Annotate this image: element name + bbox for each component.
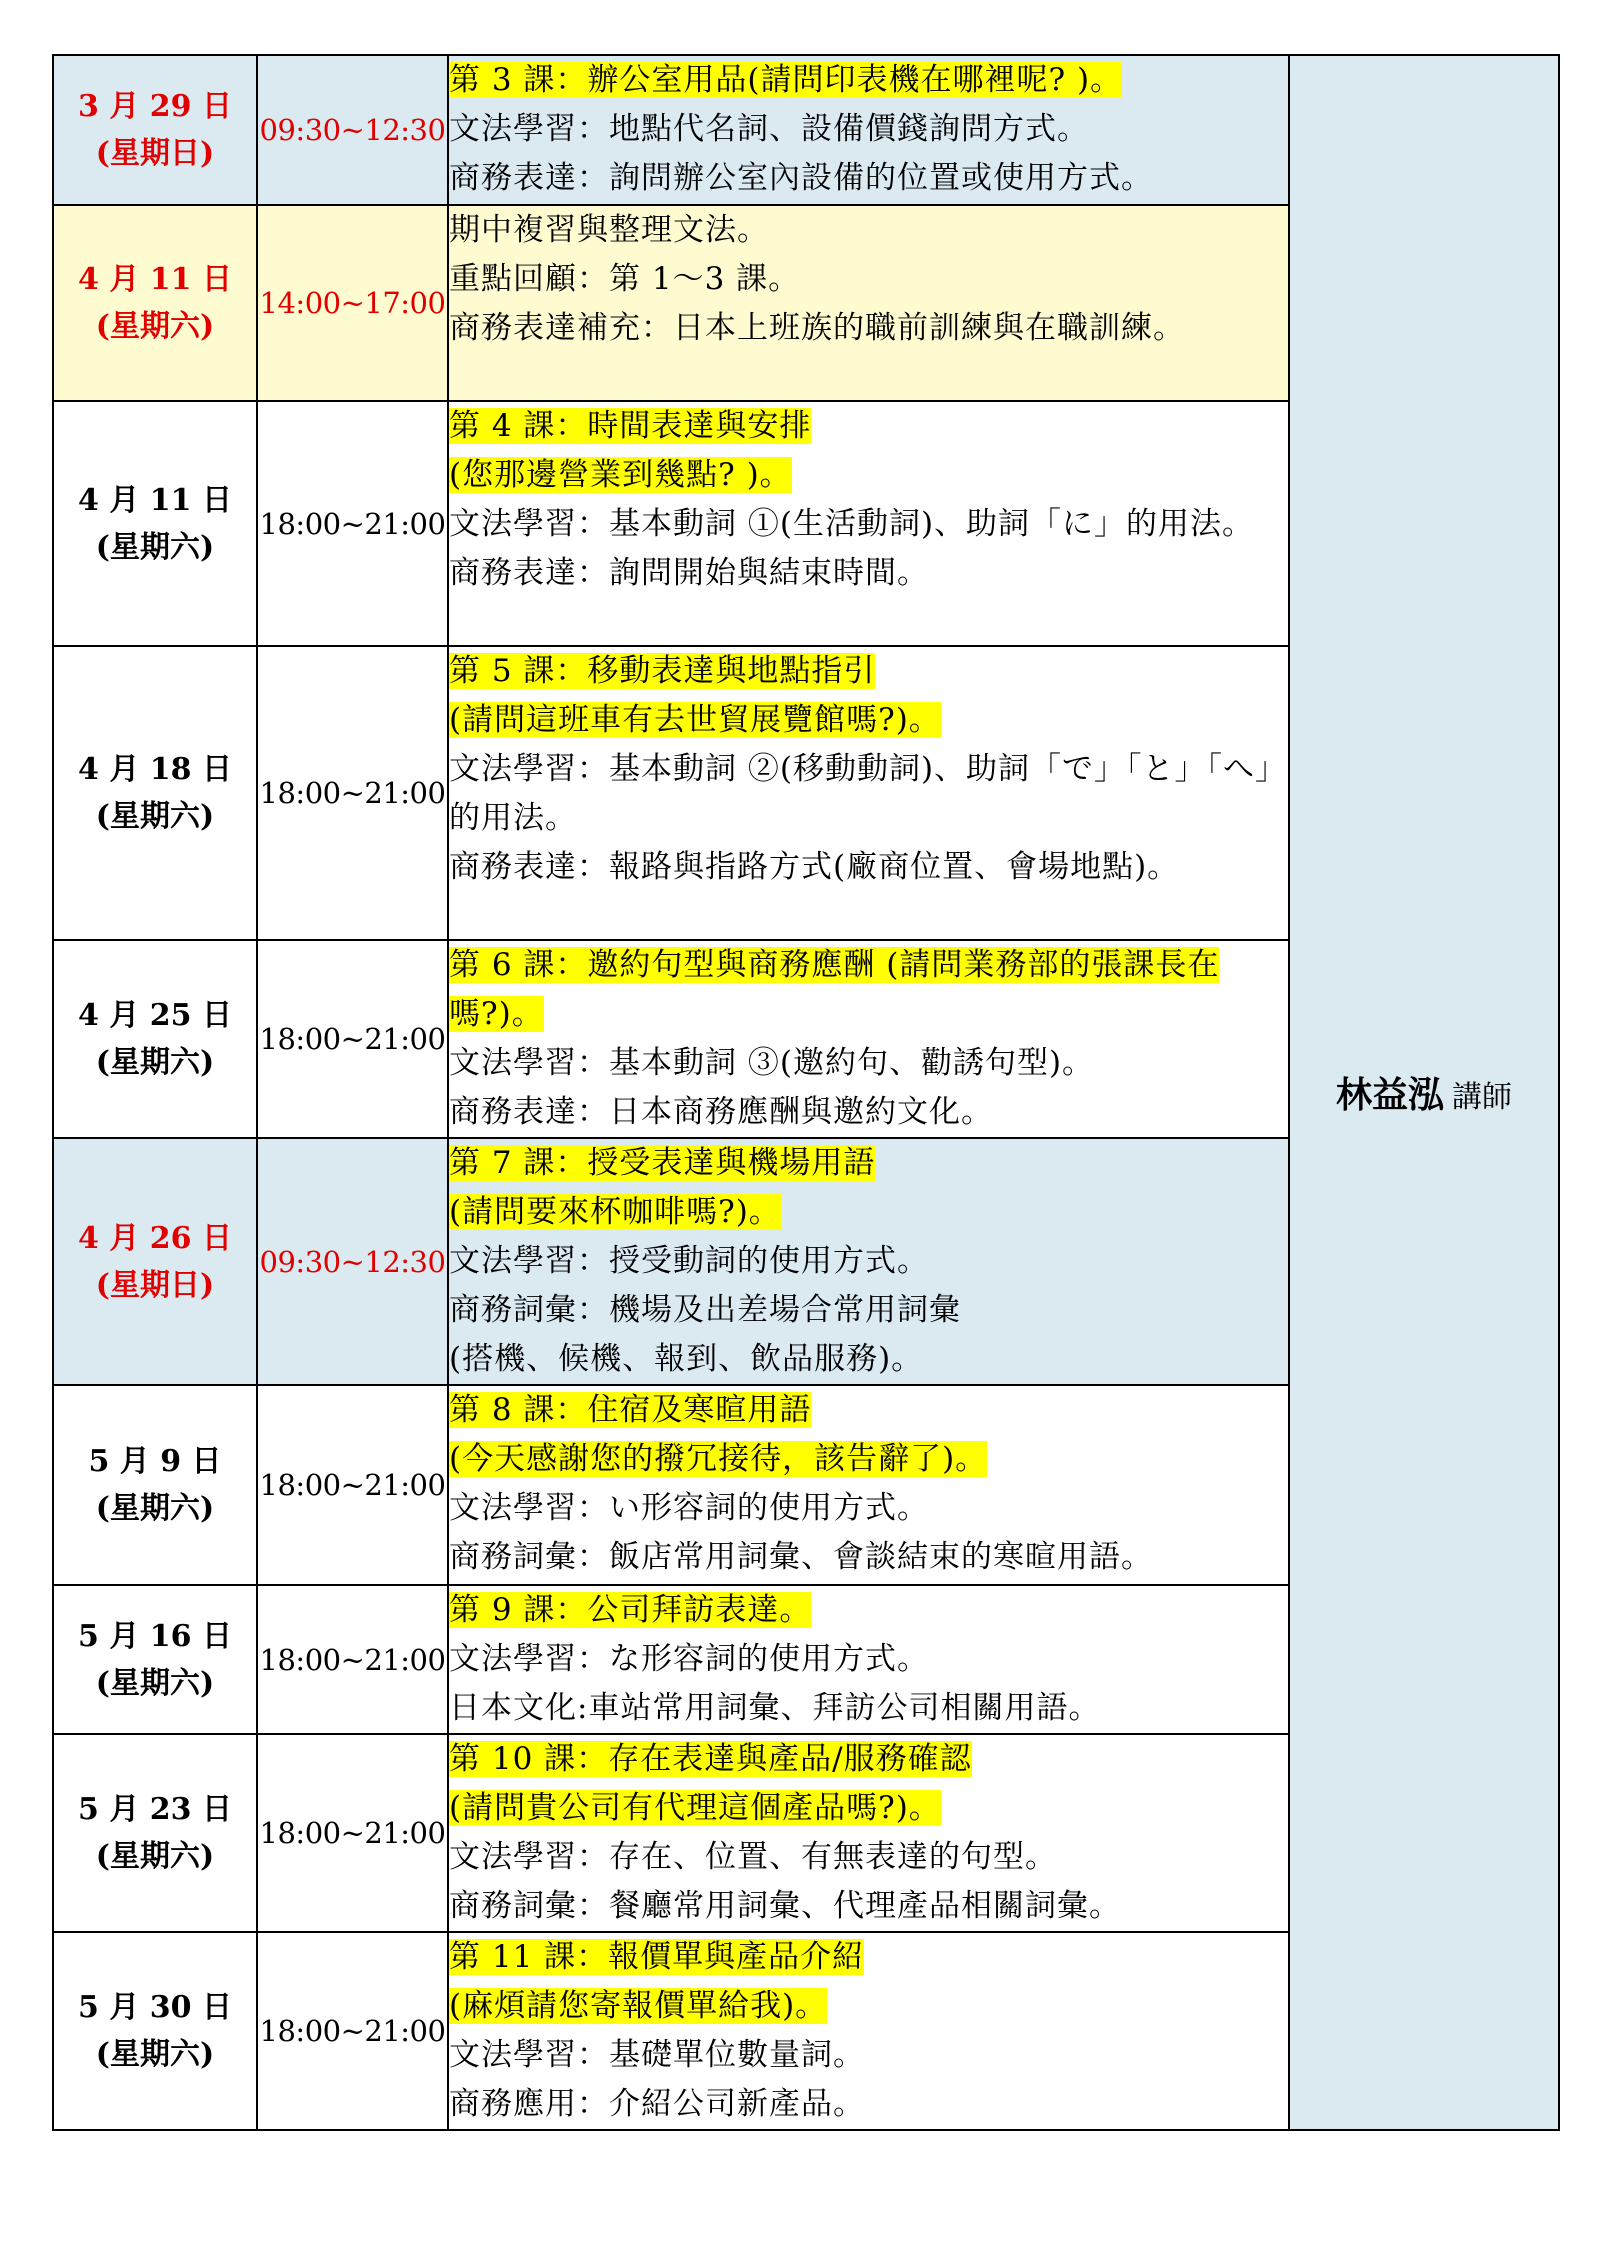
date-cell [53, 1932, 257, 2130]
weekday-text: (星期六) [95, 1665, 215, 1701]
lesson-subtitle: (您那邊營業到幾點? )。 [449, 457, 792, 493]
time-cell: 18:00~21:00 [257, 1932, 448, 2130]
date-text: 4 月 11 日 [78, 482, 232, 518]
lesson-title: 第 3 課：辦公室用品(請問印表機在哪裡呢? )。 [449, 62, 1123, 98]
content-cell [448, 1932, 1289, 2130]
content-line: 文法學習：地點代名詞、設備價錢詢問方式。 [449, 111, 1089, 147]
date-text: 5 月 23 日 [78, 1792, 232, 1827]
content-line: 期中複習與整理文法。 [449, 212, 769, 248]
weekday-text: (星期日) [95, 1267, 215, 1303]
lesson-title: 第 4 課：時間表達與安排 [449, 408, 812, 444]
content-line: 文法學習：な形容詞的使用方式。 [449, 1641, 929, 1677]
lesson-title: 第 6 課：邀約句型與商務應酬 (請問業務部的張課長在嗎?)。 [449, 947, 1220, 1032]
time-cell: 18:00~21:00 [257, 401, 448, 646]
content-line: 文法學習：基礎單位數量詞。 [449, 2037, 865, 2073]
weekday-text: (星期六) [95, 2037, 215, 2072]
content-line: 商務表達：日本商務應酬與邀約文化。 [449, 1094, 993, 1130]
time-cell: 18:00~21:00 [257, 1734, 448, 1932]
content-cell [448, 1138, 1289, 1385]
content-cell [448, 55, 1289, 205]
date-cell [53, 1734, 257, 1932]
date-cell [53, 646, 257, 940]
date-text: 3 月 29 日 [78, 89, 232, 124]
weekday-text: (星期日) [95, 136, 215, 171]
content-line: 商務表達：報路與指路方式(廠商位置、會場地點)。 [449, 849, 1180, 885]
lesson-subtitle: (請問這班車有去世貿展覽館嗎?)。 [449, 702, 941, 738]
time-cell: 18:00~21:00 [257, 1585, 448, 1734]
weekday-text: (星期六) [95, 1045, 215, 1080]
weekday-text: (星期六) [95, 309, 215, 344]
lesson-title: 第 5 課：移動表達與地點指引 [449, 653, 876, 689]
time-cell: 18:00~21:00 [257, 940, 448, 1138]
content-line: 文法學習：存在、位置、有無表達的句型。 [449, 1839, 1057, 1875]
time-cell: 18:00~21:00 [257, 646, 448, 940]
date-cell [53, 205, 257, 401]
content-line: 商務表達：詢問辦公室內設備的位置或使用方式。 [449, 160, 1153, 196]
content-cell [448, 1585, 1289, 1734]
content-line: 文法學習：授受動詞的使用方式。 [449, 1243, 929, 1279]
lesson-title: 第 7 課：授受表達與機場用語 [449, 1145, 876, 1181]
time-cell: 18:00~21:00 [257, 1385, 448, 1585]
lesson-title: 第 8 課：住宿及寒暄用語 [449, 1392, 812, 1428]
date-cell [53, 1385, 257, 1585]
date-cell [53, 401, 257, 646]
content-line: (搭機、候機、報到、飲品服務)。 [449, 1341, 924, 1377]
lesson-title: 第 11 課：報價單與產品介紹 [449, 1939, 865, 1975]
content-line: 文法學習：基本動詞 ②(移動動詞)、助詞「で」「と」「へ」的用法。 [449, 751, 1288, 836]
date-text: 4 月 25 日 [78, 998, 232, 1033]
date-text: 5 月 30 日 [78, 1990, 232, 2025]
date-cell [53, 1138, 257, 1385]
content-line: 文法學習：基本動詞 ③(邀約句、勸誘句型)。 [449, 1045, 1095, 1081]
weekday-text: (星期六) [95, 799, 215, 834]
schedule-row [53, 55, 1559, 205]
content-line: 重點回顧：第 1～3 課。 [449, 261, 801, 297]
content-cell [448, 646, 1289, 940]
date-cell [53, 55, 257, 205]
content-line: 文法學習：い形容詞的使用方式。 [449, 1490, 929, 1526]
teacher-title: 講師 [1452, 1080, 1512, 1115]
content-cell [448, 205, 1289, 401]
content-line: 商務表達補充：日本上班族的職前訓練與在職訓練。 [449, 310, 1185, 346]
content-cell [448, 940, 1289, 1138]
lesson-subtitle: (請問要來杯咖啡嗎?)。 [449, 1194, 781, 1230]
teacher-name: 林益泓 [1335, 1075, 1444, 1116]
content-cell [448, 1734, 1289, 1932]
date-text: 5 月 16 日 [78, 1618, 232, 1654]
lesson-subtitle: (麻煩請您寄報價單給我)。 [449, 1988, 828, 2024]
lesson-subtitle: (今天感謝您的撥冗接待，該告辭了)。 [449, 1441, 988, 1477]
date-text: 4 月 11 日 [78, 262, 232, 297]
date-text: 4 月 18 日 [78, 752, 232, 787]
weekday-text: (星期六) [95, 529, 215, 565]
content-line: 商務應用：介紹公司新產品。 [449, 2086, 865, 2122]
lesson-subtitle: (請問貴公司有代理這個產品嗎?)。 [449, 1790, 941, 1826]
date-text: 5 月 9 日 [88, 1444, 222, 1479]
time-cell: 14:00~17:00 [257, 205, 448, 401]
lesson-title: 第 10 課：存在表達與產品/服務確認 [449, 1741, 972, 1777]
schedule-table [52, 54, 1560, 2131]
content-line: 日本文化:車站常用詞彙、拜訪公司相關用語。 [449, 1690, 1101, 1726]
lesson-title: 第 9 課：公司拜訪表達。 [449, 1592, 812, 1628]
teacher-cell [1289, 55, 1559, 2130]
time-cell: 09:30~12:30 [257, 55, 448, 205]
date-cell [53, 940, 257, 1138]
content-cell [448, 401, 1289, 646]
content-cell [448, 1385, 1289, 1585]
content-line: 商務詞彙：餐廳常用詞彙、代理產品相關詞彙。 [449, 1888, 1121, 1924]
date-text: 4 月 26 日 [78, 1220, 232, 1256]
weekday-text: (星期六) [95, 1839, 215, 1874]
content-line: 商務表達：詢問開始與結束時間。 [449, 555, 929, 591]
content-line: 文法學習：基本動詞 ①(生活動詞)、助詞「に」的用法。 [449, 506, 1255, 542]
weekday-text: (星期六) [95, 1491, 215, 1526]
content-line: 商務詞彙：飯店常用詞彙、會談結束的寒暄用語。 [449, 1539, 1153, 1575]
time-cell: 09:30~12:30 [257, 1138, 448, 1385]
date-cell [53, 1585, 257, 1734]
content-line: 商務詞彙：機場及出差場合常用詞彙 [449, 1292, 961, 1328]
